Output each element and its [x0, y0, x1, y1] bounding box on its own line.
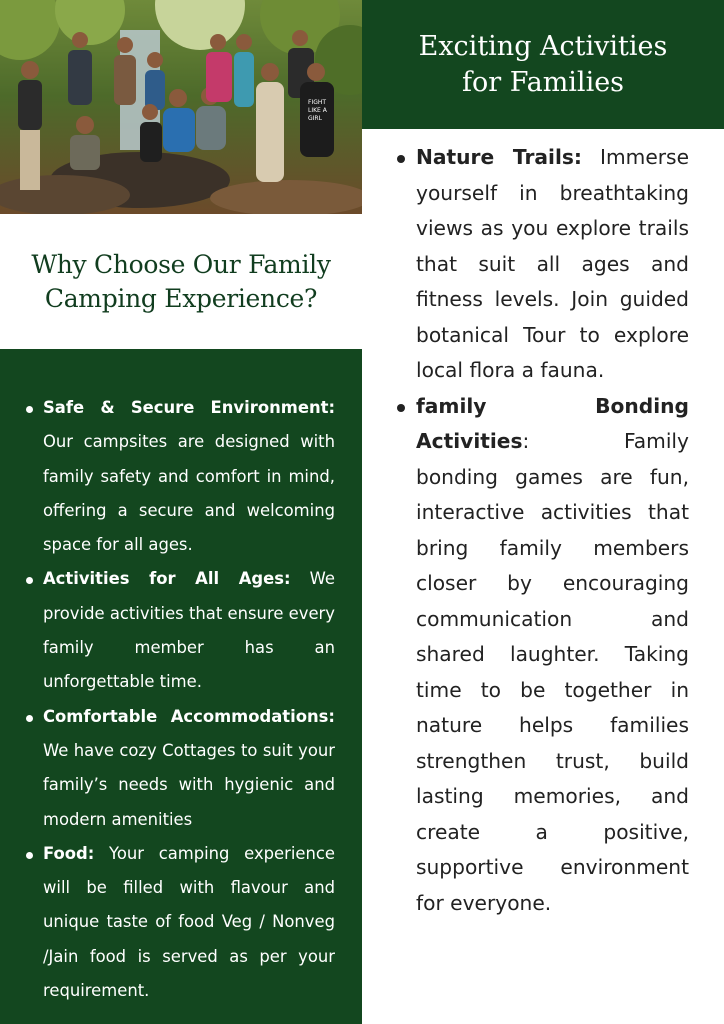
shirt-print-line-3: GIRL: [308, 115, 322, 122]
list-item-text: We provide activities that ensure every family member has an unforgettable time.: [43, 569, 336, 692]
activities-heading: [419, 29, 668, 101]
list-item-title: Safe & Secure Environment:: [43, 398, 335, 417]
activities-heading-line-1: Exciting Activities: [418, 30, 668, 62]
shirt-print-line-1: FIGHT: [308, 99, 327, 106]
list-item-title: Activities for All Ages:: [43, 569, 291, 589]
why-heading-line-1: Why Choose Our Family: [31, 249, 331, 279]
list-item: [24, 837, 335, 1008]
list-item-text: Your camping experience will be filled with flavour and unique taste of food Veg / Nonveg /Jain food is served as per your requirement.: [43, 843, 335, 1001]
list-item: [24, 562, 335, 699]
why-choose-panel: [0, 349, 362, 1024]
why-heading-line-2: Camping Experience?: [44, 283, 318, 313]
list-item: [396, 389, 689, 922]
family-group-photo-icon: [0, 0, 362, 214]
family-group-photo: [0, 0, 362, 214]
list-item: [24, 391, 335, 562]
list-item-title: family Bonding Activities: [416, 393, 689, 453]
list-item-text: We have cozy Cottages to suit your family’s needs with hygienic and modern amenities: [43, 740, 335, 829]
list-item-title: Comfortable Accommodations:: [43, 706, 335, 726]
why-choose-heading: [31, 248, 330, 316]
list-item-text: : Family bonding games are fun, interactive activities that bring family members closer by encouraging communication and shared laughter. Taking time to be together in nature helps families strengthen trust, build lasting memories, and create a positive, supportive environment for everyone.: [416, 429, 689, 915]
list-item-title: Food:: [43, 843, 95, 863]
why-choose-heading-block: [0, 214, 362, 349]
activities-heading-line-2: for Families: [461, 66, 625, 98]
shirt-print-line-2: LIKE A: [308, 107, 327, 114]
list-item-title: Nature Trails:: [416, 145, 582, 169]
activities-list: [396, 140, 689, 921]
list-item-text: Our campsites are designed with family safety and comfort in mind, offering a secure and welcoming space for all ages.: [43, 432, 335, 555]
list-item-text: Immerse yourself in breathtaking views as you explore trails that suit all ages and fitness levels. Join guided botanical Tour to explore local flora a fauna.: [416, 145, 689, 382]
why-choose-list: [24, 391, 335, 1008]
activities-heading-banner: [362, 0, 724, 129]
list-item: [24, 700, 335, 837]
list-item: [396, 140, 689, 389]
